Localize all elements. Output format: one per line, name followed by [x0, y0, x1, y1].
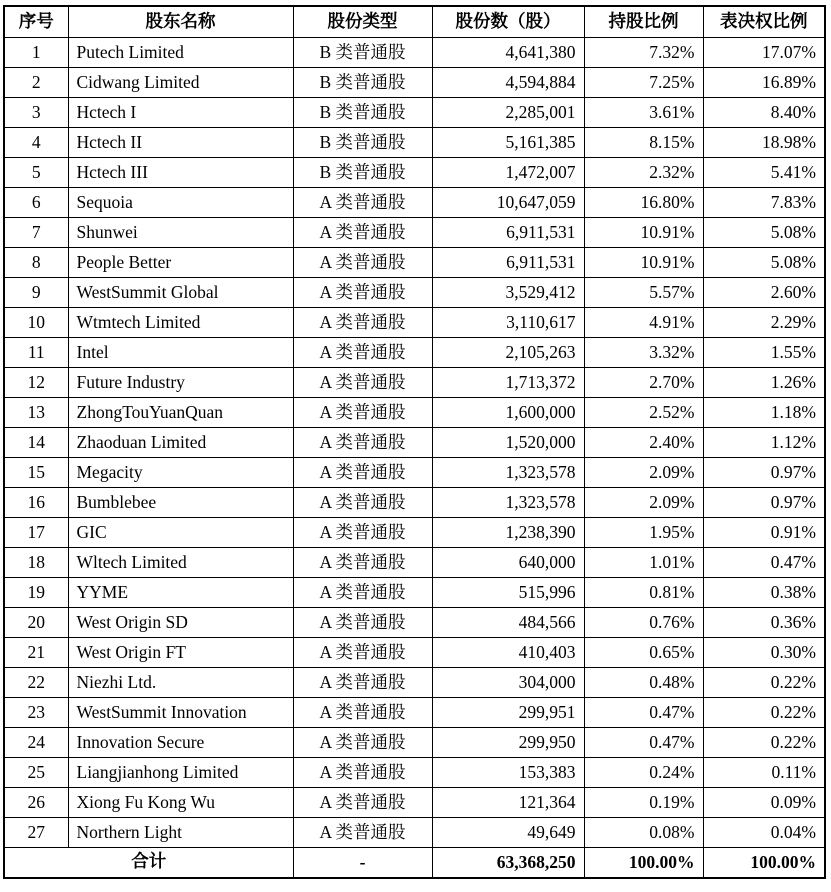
table-row: [4, 698, 825, 728]
cell-holding-ratio: 7.25%: [584, 68, 703, 98]
cell-index: 10: [4, 308, 68, 338]
table-row: [4, 668, 825, 698]
cell-share-count: 1,323,578: [432, 458, 584, 488]
cell-share-count: 304,000: [432, 668, 584, 698]
cell-share-count: 640,000: [432, 548, 584, 578]
table-row: [4, 308, 825, 338]
cell-share-type: A 类普通股: [293, 758, 432, 788]
cell-holding-ratio: 0.47%: [584, 728, 703, 758]
cell-share-count: 3,529,412: [432, 278, 584, 308]
cell-shareholder-name: Cidwang Limited: [68, 68, 293, 98]
cell-share-count: 49,649: [432, 818, 584, 848]
cell-holding-ratio: 10.91%: [584, 218, 703, 248]
cell-holding-ratio: 1.01%: [584, 548, 703, 578]
cell-voting-ratio: 17.07%: [703, 38, 825, 68]
cell-share-type: A 类普通股: [293, 218, 432, 248]
cell-voting-ratio: 1.55%: [703, 338, 825, 368]
cell-share-type: A 类普通股: [293, 638, 432, 668]
cell-index: 24: [4, 728, 68, 758]
cell-voting-ratio: 1.26%: [703, 368, 825, 398]
cell-shareholder-name: Megacity: [68, 458, 293, 488]
cell-holding-ratio: 5.57%: [584, 278, 703, 308]
cell-voting-ratio: 0.97%: [703, 458, 825, 488]
cell-shareholder-name: Wltech Limited: [68, 548, 293, 578]
table-row: [4, 818, 825, 848]
cell-holding-ratio: 7.32%: [584, 38, 703, 68]
cell-index: 25: [4, 758, 68, 788]
cell-share-type: A 类普通股: [293, 368, 432, 398]
table-row: [4, 128, 825, 158]
cell-shareholder-name: Intel: [68, 338, 293, 368]
cell-index: 16: [4, 488, 68, 518]
cell-holding-ratio: 2.32%: [584, 158, 703, 188]
cell-holding-ratio: 0.08%: [584, 818, 703, 848]
cell-index: 7: [4, 218, 68, 248]
cell-share-count: 299,950: [432, 728, 584, 758]
table-row: [4, 788, 825, 818]
cell-share-type: A 类普通股: [293, 488, 432, 518]
cell-voting-ratio: 0.09%: [703, 788, 825, 818]
cell-index: 15: [4, 458, 68, 488]
total-vote: 100.00%: [703, 848, 825, 879]
cell-share-type: B 类普通股: [293, 128, 432, 158]
cell-index: 6: [4, 188, 68, 218]
cell-voting-ratio: 0.47%: [703, 548, 825, 578]
cell-index: 12: [4, 368, 68, 398]
cell-index: 17: [4, 518, 68, 548]
cell-holding-ratio: 2.70%: [584, 368, 703, 398]
cell-voting-ratio: 2.29%: [703, 308, 825, 338]
cell-share-type: A 类普通股: [293, 398, 432, 428]
cell-share-count: 484,566: [432, 608, 584, 638]
cell-share-count: 1,472,007: [432, 158, 584, 188]
cell-share-count: 515,996: [432, 578, 584, 608]
shareholder-table: [3, 5, 826, 879]
table-row: [4, 68, 825, 98]
cell-holding-ratio: 2.09%: [584, 488, 703, 518]
cell-voting-ratio: 0.38%: [703, 578, 825, 608]
table-row: [4, 38, 825, 68]
cell-shareholder-name: Bumblebee: [68, 488, 293, 518]
cell-share-type: A 类普通股: [293, 308, 432, 338]
cell-voting-ratio: 8.40%: [703, 98, 825, 128]
total-row: [4, 848, 825, 879]
cell-share-count: 5,161,385: [432, 128, 584, 158]
cell-voting-ratio: 0.22%: [703, 698, 825, 728]
cell-share-count: 2,285,001: [432, 98, 584, 128]
cell-shareholder-name: Sequoia: [68, 188, 293, 218]
cell-share-type: B 类普通股: [293, 38, 432, 68]
cell-voting-ratio: 0.91%: [703, 518, 825, 548]
cell-share-count: 6,911,531: [432, 218, 584, 248]
cell-share-type: A 类普通股: [293, 188, 432, 218]
table-row: [4, 188, 825, 218]
cell-share-count: 153,383: [432, 758, 584, 788]
cell-index: 21: [4, 638, 68, 668]
cell-share-type: A 类普通股: [293, 668, 432, 698]
total-ratio: 100.00%: [584, 848, 703, 879]
cell-shareholder-name: People Better: [68, 248, 293, 278]
cell-voting-ratio: 1.12%: [703, 428, 825, 458]
cell-shareholder-name: YYME: [68, 578, 293, 608]
header-shareholder-name: 股东名称: [68, 6, 293, 38]
cell-voting-ratio: 5.08%: [703, 248, 825, 278]
cell-shareholder-name: Innovation Secure: [68, 728, 293, 758]
cell-shareholder-name: GIC: [68, 518, 293, 548]
cell-holding-ratio: 3.61%: [584, 98, 703, 128]
cell-share-count: 1,713,372: [432, 368, 584, 398]
table-row: [4, 728, 825, 758]
cell-share-count: 4,594,884: [432, 68, 584, 98]
table-row: [4, 278, 825, 308]
cell-share-type: A 类普通股: [293, 578, 432, 608]
cell-shareholder-name: Niezhi Ltd.: [68, 668, 293, 698]
cell-voting-ratio: 1.18%: [703, 398, 825, 428]
cell-voting-ratio: 2.60%: [703, 278, 825, 308]
cell-share-type: A 类普通股: [293, 788, 432, 818]
cell-share-count: 1,238,390: [432, 518, 584, 548]
cell-holding-ratio: 16.80%: [584, 188, 703, 218]
header-index: 序号: [4, 6, 68, 38]
cell-holding-ratio: 3.32%: [584, 338, 703, 368]
cell-share-type: A 类普通股: [293, 608, 432, 638]
cell-shareholder-name: ZhongTouYuanQuan: [68, 398, 293, 428]
cell-voting-ratio: 0.22%: [703, 728, 825, 758]
cell-share-type: B 类普通股: [293, 68, 432, 98]
table-row: [4, 608, 825, 638]
header-share-type: 股份类型: [293, 6, 432, 38]
cell-holding-ratio: 0.81%: [584, 578, 703, 608]
cell-share-type: A 类普通股: [293, 428, 432, 458]
table-body: [4, 38, 825, 848]
table-row: [4, 158, 825, 188]
table-row: [4, 578, 825, 608]
table-row: [4, 248, 825, 278]
cell-shareholder-name: Zhaoduan Limited: [68, 428, 293, 458]
cell-holding-ratio: 10.91%: [584, 248, 703, 278]
cell-holding-ratio: 2.52%: [584, 398, 703, 428]
header-holding-ratio: 持股比例: [584, 6, 703, 38]
cell-shareholder-name: Hctech II: [68, 128, 293, 158]
cell-holding-ratio: 1.95%: [584, 518, 703, 548]
cell-index: 8: [4, 248, 68, 278]
cell-share-count: 1,520,000: [432, 428, 584, 458]
table-row: [4, 638, 825, 668]
cell-index: 2: [4, 68, 68, 98]
cell-shareholder-name: WestSummit Global: [68, 278, 293, 308]
cell-holding-ratio: 0.76%: [584, 608, 703, 638]
cell-index: 20: [4, 608, 68, 638]
cell-holding-ratio: 4.91%: [584, 308, 703, 338]
cell-share-type: A 类普通股: [293, 818, 432, 848]
cell-index: 4: [4, 128, 68, 158]
table-row: [4, 218, 825, 248]
cell-holding-ratio: 2.40%: [584, 428, 703, 458]
cell-holding-ratio: 0.48%: [584, 668, 703, 698]
cell-share-count: 1,323,578: [432, 488, 584, 518]
table-row: [4, 98, 825, 128]
cell-shareholder-name: Northern Light: [68, 818, 293, 848]
cell-shareholder-name: West Origin SD: [68, 608, 293, 638]
cell-share-type: A 类普通股: [293, 278, 432, 308]
cell-index: 27: [4, 818, 68, 848]
cell-share-count: 2,105,263: [432, 338, 584, 368]
cell-share-type: A 类普通股: [293, 698, 432, 728]
cell-share-type: A 类普通股: [293, 248, 432, 278]
cell-voting-ratio: 0.22%: [703, 668, 825, 698]
cell-voting-ratio: 0.36%: [703, 608, 825, 638]
table-row: [4, 458, 825, 488]
cell-share-type: A 类普通股: [293, 458, 432, 488]
cell-share-type: A 类普通股: [293, 518, 432, 548]
cell-shareholder-name: Hctech I: [68, 98, 293, 128]
total-shares: 63,368,250: [432, 848, 584, 879]
cell-holding-ratio: 8.15%: [584, 128, 703, 158]
cell-holding-ratio: 0.47%: [584, 698, 703, 728]
table-row: [4, 338, 825, 368]
cell-voting-ratio: 5.08%: [703, 218, 825, 248]
cell-voting-ratio: 7.83%: [703, 188, 825, 218]
cell-index: 26: [4, 788, 68, 818]
cell-holding-ratio: 0.24%: [584, 758, 703, 788]
cell-share-type: B 类普通股: [293, 98, 432, 128]
cell-share-type: A 类普通股: [293, 338, 432, 368]
cell-shareholder-name: WestSummit Innovation: [68, 698, 293, 728]
cell-share-count: 299,951: [432, 698, 584, 728]
cell-shareholder-name: West Origin FT: [68, 638, 293, 668]
cell-share-type: B 类普通股: [293, 158, 432, 188]
cell-voting-ratio: 18.98%: [703, 128, 825, 158]
cell-index: 1: [4, 38, 68, 68]
cell-index: 23: [4, 698, 68, 728]
total-type: -: [293, 848, 432, 879]
table-row: [4, 428, 825, 458]
table-row: [4, 368, 825, 398]
cell-index: 13: [4, 398, 68, 428]
cell-share-count: 121,364: [432, 788, 584, 818]
cell-index: 5: [4, 158, 68, 188]
cell-holding-ratio: 2.09%: [584, 458, 703, 488]
cell-share-count: 410,403: [432, 638, 584, 668]
total-label: 合计: [4, 848, 293, 879]
cell-voting-ratio: 0.11%: [703, 758, 825, 788]
cell-index: 11: [4, 338, 68, 368]
cell-index: 18: [4, 548, 68, 578]
cell-index: 14: [4, 428, 68, 458]
cell-share-count: 4,641,380: [432, 38, 584, 68]
cell-share-type: A 类普通股: [293, 728, 432, 758]
cell-index: 22: [4, 668, 68, 698]
cell-shareholder-name: Wtmtech Limited: [68, 308, 293, 338]
cell-voting-ratio: 5.41%: [703, 158, 825, 188]
cell-index: 9: [4, 278, 68, 308]
table-row: [4, 758, 825, 788]
cell-holding-ratio: 0.19%: [584, 788, 703, 818]
cell-voting-ratio: 0.97%: [703, 488, 825, 518]
cell-shareholder-name: Future Industry: [68, 368, 293, 398]
cell-share-count: 3,110,617: [432, 308, 584, 338]
table-row: [4, 518, 825, 548]
cell-shareholder-name: Xiong Fu Kong Wu: [68, 788, 293, 818]
cell-shareholder-name: Putech Limited: [68, 38, 293, 68]
cell-share-count: 10,647,059: [432, 188, 584, 218]
shareholder-table-container: [3, 5, 824, 879]
cell-voting-ratio: 16.89%: [703, 68, 825, 98]
cell-index: 19: [4, 578, 68, 608]
cell-index: 3: [4, 98, 68, 128]
table-row: [4, 548, 825, 578]
cell-share-count: 6,911,531: [432, 248, 584, 278]
table-row: [4, 488, 825, 518]
cell-shareholder-name: Hctech III: [68, 158, 293, 188]
cell-share-count: 1,600,000: [432, 398, 584, 428]
table-header-row: [4, 6, 825, 38]
cell-share-type: A 类普通股: [293, 548, 432, 578]
header-voting-ratio: 表决权比例: [703, 6, 825, 38]
header-share-count: 股份数（股）: [432, 6, 584, 38]
cell-shareholder-name: Shunwei: [68, 218, 293, 248]
cell-voting-ratio: 0.30%: [703, 638, 825, 668]
cell-holding-ratio: 0.65%: [584, 638, 703, 668]
cell-voting-ratio: 0.04%: [703, 818, 825, 848]
cell-shareholder-name: Liangjianhong Limited: [68, 758, 293, 788]
table-row: [4, 398, 825, 428]
